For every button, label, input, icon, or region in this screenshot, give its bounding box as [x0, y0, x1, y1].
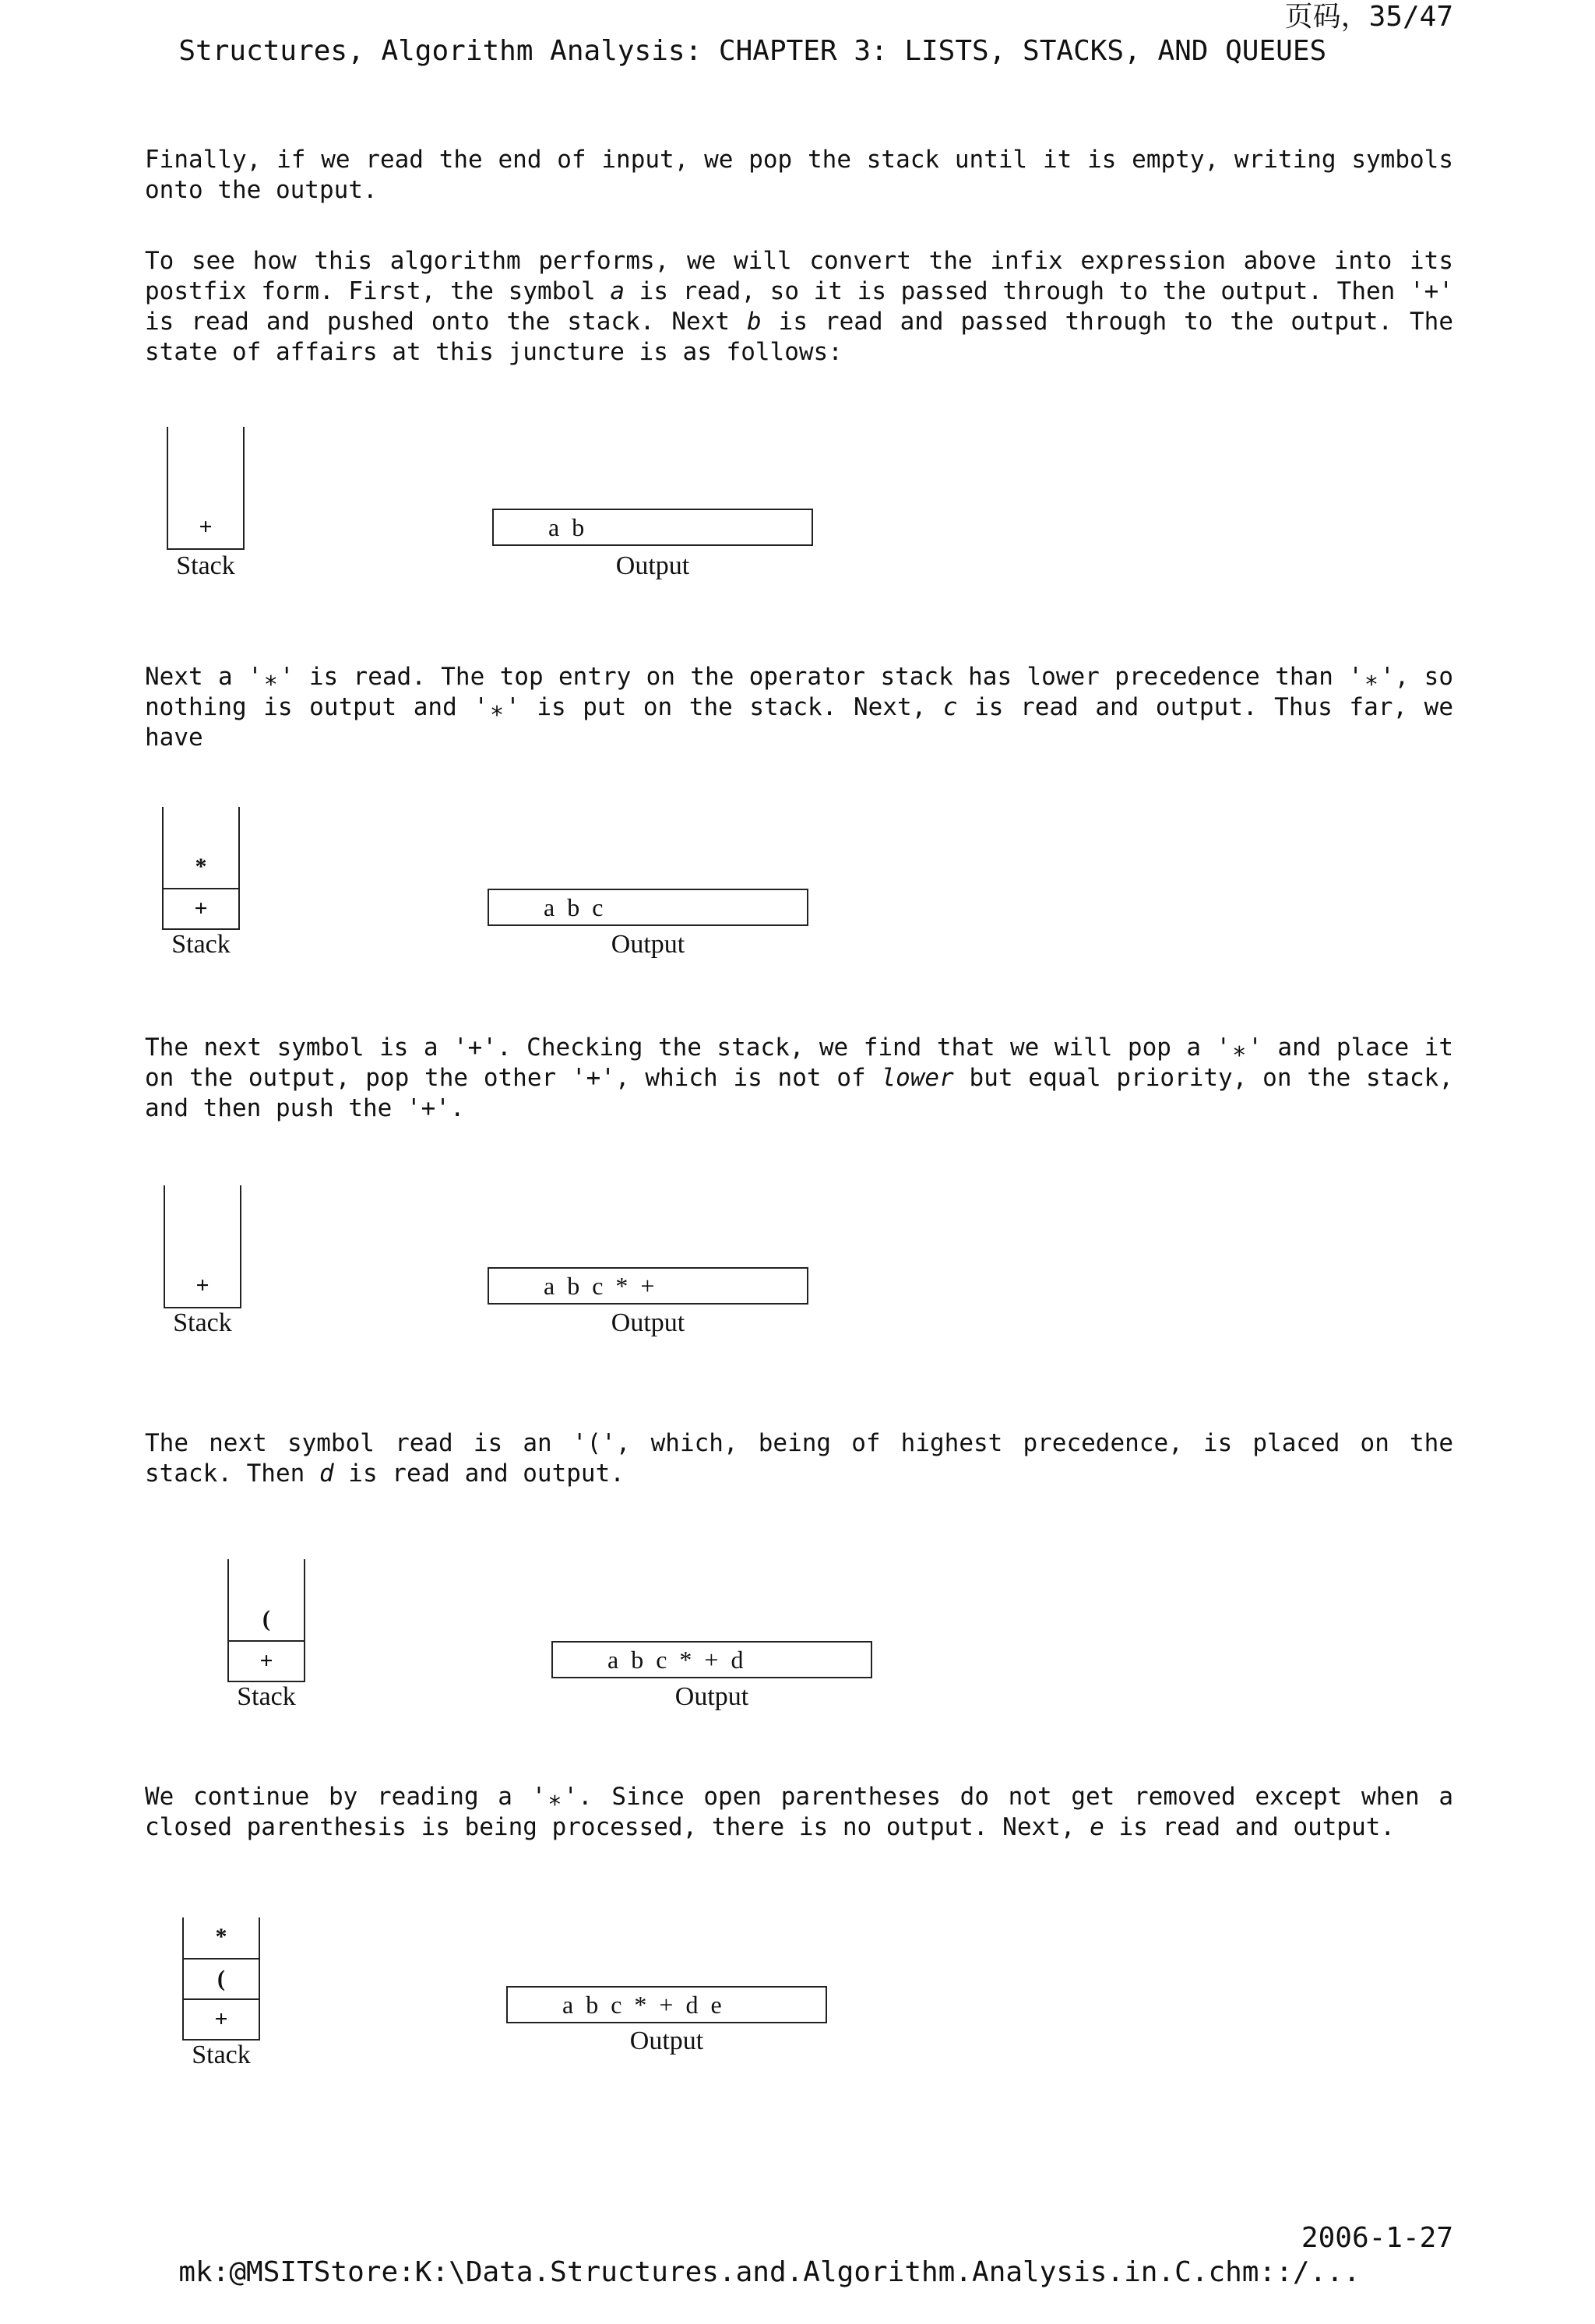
output-label: Output: [629, 2026, 704, 2055]
stack-label: Stack: [237, 1682, 296, 1711]
stack-label: Stack: [176, 551, 235, 580]
stack-cell: +: [184, 1998, 259, 2039]
paragraph-open-paren: The next symbol read is an '(', which, being of highest precedence, is placed on the stack. Then d is read and output.: [145, 1429, 1453, 1488]
stack-label: Stack: [192, 2041, 251, 2069]
page-footer: [145, 2221, 1453, 2324]
stack-cell: +: [229, 1640, 304, 1681]
page-number: 页码，35/47: [1284, 1, 1453, 33]
stack-cell: *: [215, 1924, 227, 1949]
figure-stack-output-5: [182, 1917, 961, 2089]
header-title: Structures, Algorithm Analysis: CHAPTER 3: LISTS, STACKS, AND QUEUES: [178, 35, 1327, 67]
output-label: Output: [615, 551, 690, 580]
figure-stack-output-4: [227, 1559, 1006, 1731]
paragraph-read-star-after-paren: We continue by reading a '*'. Since open parentheses do not get removed except when a closed parenthesis is being processed, there is no output. Next, e is read and output.: [145, 1783, 1453, 1841]
stack-cell: (: [262, 1606, 270, 1632]
output-box: a b c * + d: [551, 1641, 872, 1678]
paragraph-algorithm-demo: To see how this algorithm performs, we will convert the infix expression above into its postfix form. First, the symbol a is read, so it is passed through to the output. Then '+' is read and pushed onto the stack. Next b is read and passed through to the output. The state of affairs at this juncture is as follows:: [145, 247, 1453, 366]
stack-label: Stack: [171, 930, 231, 959]
stack-cell: +: [195, 1273, 209, 1298]
paragraph-next-plus: The next symbol is a '+'. Checking the stack, we find that we will pop a '*' and place it on the output, pop the other '+', which is not of lower but equal priority, on the stack, and then push the '+'.: [145, 1033, 1454, 1122]
output-box: a b c * + d e: [506, 1986, 827, 2023]
figure-stack-output-1: [167, 427, 945, 598]
stack-cell: +: [199, 514, 213, 540]
output-label: Output: [611, 930, 685, 959]
figure-stack-output-2: [162, 807, 941, 978]
stack-cell: *: [195, 854, 207, 879]
footer-path: mk:@MSITStore:K:\Data.Structures.and.Algorithm.Analysis.in.C.chm::/...: [178, 2256, 1361, 2288]
figure-stack-output-3: [164, 1185, 942, 1357]
output-box: a b: [492, 509, 813, 546]
stack-cell: (: [184, 1958, 259, 1998]
output-label: Output: [611, 1308, 685, 1337]
paragraph-end-of-input: Finally, if we read the end of input, we pop the stack until it is empty, writing symbols onto the output.: [145, 146, 1453, 204]
paragraph-read-star: Next a '*' is read. The top entry on the operator stack has lower precedence than '*', so nothing is output and '*' is put on the stack. Next, c is read and output. Thus far, we have: [145, 663, 1453, 752]
stack-cell: +: [164, 888, 238, 928]
output-box: a b c * +: [488, 1267, 808, 1305]
footer-date: 2006-1-27: [1301, 2222, 1453, 2254]
page-header: [145, 0, 1453, 103]
output-label: Output: [674, 1682, 749, 1711]
stack-label: Stack: [173, 1308, 232, 1337]
output-box: a b c: [488, 889, 808, 926]
